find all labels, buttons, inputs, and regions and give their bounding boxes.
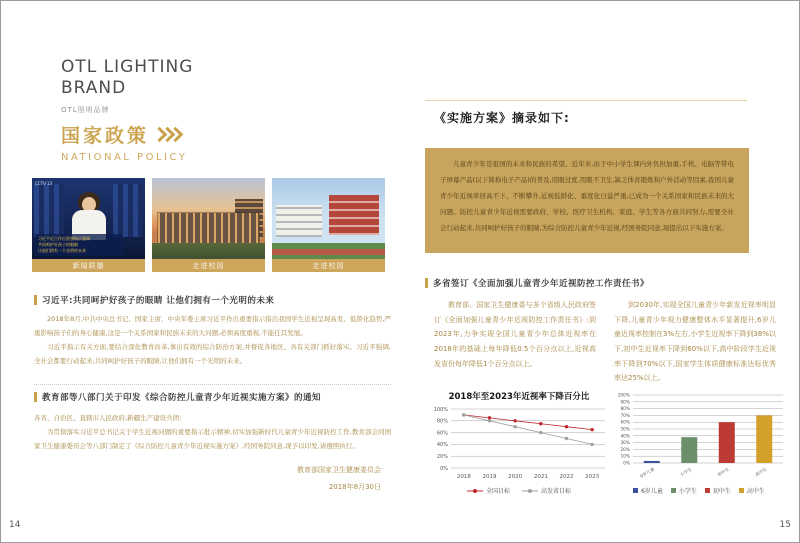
building-silhouette <box>158 213 259 243</box>
section-ministry-notice <box>34 391 391 496</box>
photo-caption: 走进校园 <box>152 259 265 272</box>
policy-title-en: NATIONAL POLICY <box>61 152 188 163</box>
svg-text:2019: 2019 <box>482 474 497 480</box>
svg-text:60%: 60% <box>620 420 630 426</box>
legend-item: 小学生 <box>671 486 697 495</box>
svg-text:50%: 50% <box>620 427 630 433</box>
triple-chevron-icon <box>157 129 181 140</box>
page-number-left: 14 <box>9 520 21 530</box>
policy-title-cn: 国家政策 <box>61 125 150 147</box>
campus-photo-day <box>272 178 385 259</box>
page-number-right: 15 <box>779 520 791 530</box>
section-heading: 教育部等八部门关于印发《综合防控儿童青少年近视实施方案》的通知 <box>42 393 322 403</box>
heading-accent-bar <box>34 392 37 402</box>
excerpt-paragraph: 儿童青少年是祖国的未来和民族的希望。近年来,由于中小学生课内外负担加重,手机、电脑等带电子屏幕产品(以下简称电子产品)的普及,用眼过度,用眼不卫生,缺乏体育锻炼和户外活动等因素,我国儿童青少年近视率居高不下、不断攀升,近视低龄化、重度化日益严重,已成为一个关系国家和民族未来的大问题。防控儿童青少年近视需要政府、学校、医疗卫生机构、家庭、学生等各方面共同努力,需要全社会行动起来,共同呵护好孩子的眼睛,为综合防控儿童青少年近视,经国务院同意,现提出以下实施方案。 <box>440 160 734 232</box>
svg-text:70%: 70% <box>620 413 630 419</box>
signature-date: 2018年8月30日 <box>328 482 381 491</box>
svg-text:2018: 2018 <box>456 474 471 480</box>
signature: 教育部国家卫生健康委员会 <box>297 465 381 474</box>
news-photo-card <box>32 178 145 272</box>
svg-text:2020: 2020 <box>508 474 523 480</box>
studio-screen-right <box>113 184 143 237</box>
bar-chart-svg <box>607 385 791 485</box>
news-subtitle-line: 共同呵护好孩子的眼睛 <box>38 242 78 247</box>
svg-text:40%: 40% <box>620 434 630 440</box>
column-left: 教育部、国家卫生健康委与多个省级人民政府签订《全面加强儿童青少年近视防控工作责任书》:到2023年,力争实现全国儿童青少年总体近视率在2018年的基础上每年降低0.5个百分点以上,近视高发省份每年降低1个百分点以上。 <box>434 301 596 368</box>
svg-text:80%: 80% <box>436 418 448 425</box>
svg-text:0%: 0% <box>440 465 448 472</box>
photo-caption: 走进校园 <box>272 259 385 272</box>
svg-text:90%: 90% <box>620 400 630 406</box>
salutation: 各省、自治区、直辖市人民政府,新疆生产建设兵团: <box>34 414 182 422</box>
brand-title-line2: BRAND <box>61 78 127 99</box>
svg-text:60%: 60% <box>436 430 448 437</box>
svg-text:80%: 80% <box>620 407 630 413</box>
section-xi-quote <box>34 294 391 369</box>
news-subtitle-box <box>35 234 122 256</box>
news-subtitle-line: 习近平近日作出重要指示强调 <box>38 236 90 241</box>
svg-text:小学生: 小学生 <box>679 467 694 479</box>
heading-accent-bar <box>425 278 428 288</box>
red-building <box>329 195 379 235</box>
running-track <box>272 249 385 255</box>
gold-rule <box>425 100 747 101</box>
svg-text:0%: 0% <box>623 461 630 467</box>
bar-chart-legend <box>607 486 791 495</box>
excerpt-box <box>425 148 749 253</box>
svg-text:初中生: 初中生 <box>717 467 731 479</box>
brand-title-line1: OTL LIGHTING <box>61 57 194 77</box>
paragraph: 为贯彻落实习近平总书记关于学生近视问题的重要指示批示精神,切实加强新时代儿童青少年近视防控工作,教育部会同国家卫生健康委员会等八部门制定了《综合防控儿童青少年近视实施方案》,经国务院同意,现予以印发,请遵照执行。 <box>34 427 391 450</box>
heading-accent-bar <box>34 295 37 305</box>
section-responsibility <box>425 277 649 289</box>
svg-text:2021: 2021 <box>533 474 548 480</box>
svg-text:40%: 40% <box>436 442 448 449</box>
legend-item: 6岁儿童 <box>633 486 663 495</box>
svg-text:100%: 100% <box>433 406 448 413</box>
bar-chart <box>607 385 791 489</box>
legend-item: 高发省目标 <box>522 486 571 495</box>
svg-text:6岁儿童: 6岁儿童 <box>639 467 656 480</box>
paragraph: 习近平指示有关方面,要结合深化教育改革,拿出有效的综合防治方案,并督促各地区、各有关部门抓好落实。习近平强调,全社会都要行动起来,共同呵护好孩子的眼睛,让他们拥有一个光明的未来。 <box>34 342 391 365</box>
two-column-body <box>434 298 776 386</box>
line-chart-svg <box>427 402 611 484</box>
policy-title-block <box>61 121 187 163</box>
section-heading: 多省签订《全面加强儿童青少年近视防控工作责任书》 <box>433 279 650 289</box>
paragraph: 2018年8月,中共中央总书记、国家主席、中央军委主席习近平作出重要指示指出我国学生近视呈现高发、低龄化趋势,严重影响孩子们的身心健康,这是一个关系国家和民族未来的大问题,必须高度重视,不能任其发展。 <box>34 315 391 337</box>
legend-item: 初中生 <box>705 486 731 495</box>
svg-text:2022: 2022 <box>559 474 574 480</box>
campus-photo-dusk <box>152 178 265 259</box>
svg-text:10%: 10% <box>620 454 630 460</box>
legend-item: 高中生 <box>739 486 765 495</box>
brand-subtitle: OTL照明品牌 <box>61 105 110 114</box>
legend-item: 全国目标 <box>467 486 510 495</box>
section-heading: 习近平:共同呵护好孩子的眼睛 让他们拥有一个光明的未来 <box>42 296 275 306</box>
photo-caption: 新闻联播 <box>32 259 145 272</box>
svg-text:30%: 30% <box>620 441 630 447</box>
white-building <box>276 205 322 237</box>
dotted-divider <box>34 384 391 385</box>
excerpt-title: 《实施方案》摘录如下: <box>434 111 570 125</box>
line-chart-legend <box>427 486 611 495</box>
campus-photo-card-2 <box>272 178 385 272</box>
svg-text:高中生: 高中生 <box>754 467 769 479</box>
column-right: 到2030年,实现全国儿童青少年新发近视率明显下降,儿童青少年视力健康整体水平显著提升,6岁儿童近视率控制在3%左右,小学生近视率下降到38%以下,初中生近视率下降到60%以下,高中阶段学生近视率下降到70%以下,国家学生体质健康标准达标优秀率达25%以上。 <box>614 301 776 383</box>
svg-text:100%: 100% <box>617 393 630 399</box>
line-chart <box>427 402 611 488</box>
news-photo <box>32 178 145 259</box>
news-subtitle-line: 让他们拥有一个光明的未来 <box>38 248 86 253</box>
cctv-logo: CCTV-13 <box>35 181 53 186</box>
svg-text:20%: 20% <box>620 447 630 453</box>
svg-text:2023: 2023 <box>585 474 600 480</box>
svg-text:20%: 20% <box>436 454 448 460</box>
studio-screen-left <box>34 184 64 237</box>
line-chart-title: 2018年至2023年近视率下降百分比 <box>448 392 590 402</box>
brand-block <box>61 57 193 115</box>
campus-ground <box>152 243 265 259</box>
photo-row <box>32 178 385 272</box>
campus-photo-card-1 <box>152 178 265 272</box>
